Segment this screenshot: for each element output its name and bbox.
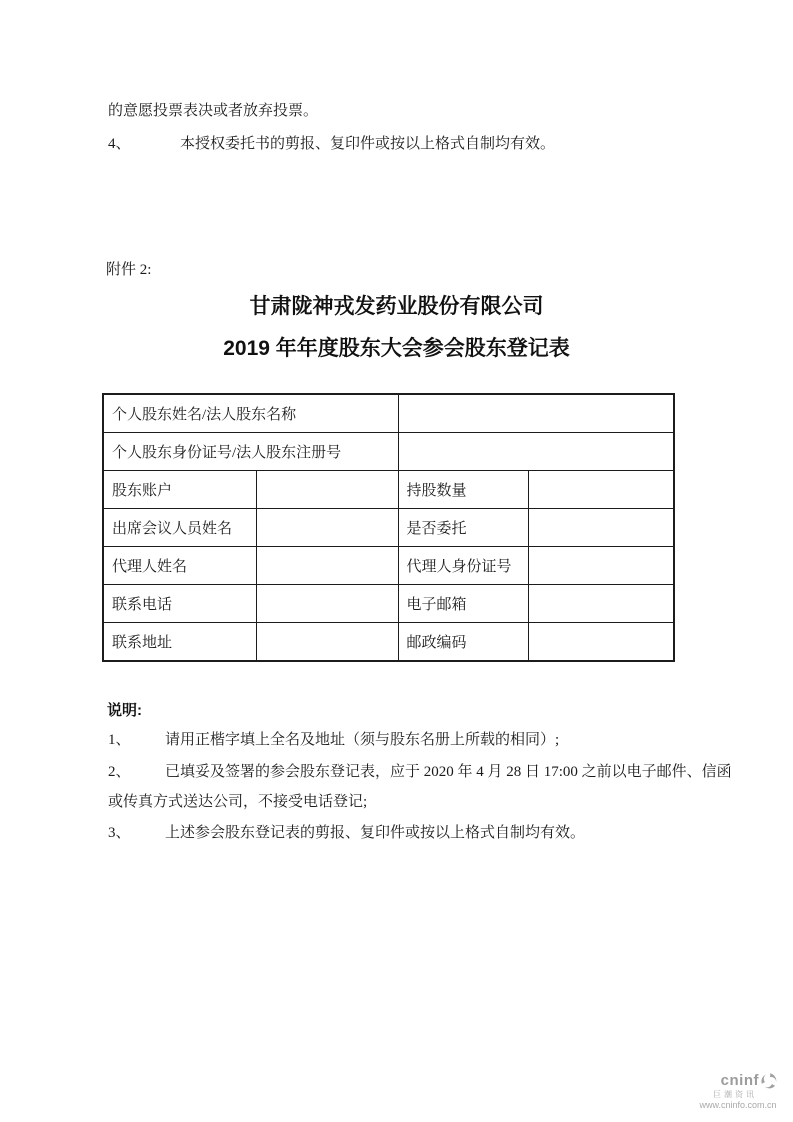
table-label-cell: 是否委托 (398, 509, 528, 547)
table-row (103, 585, 674, 623)
note-text: 请用正楷字填上全名及地址（须与股东名册上所载的相同）; (165, 732, 560, 748)
table-row (103, 623, 674, 662)
preamble-text: 的意愿投票表决或者放弃投票。 (108, 103, 319, 119)
cninfo-brand-cn: 巨潮资讯 (713, 1090, 757, 1099)
table-label-cell: 代理人姓名 (103, 547, 256, 585)
company-title: 甘肃陇神戎发药业股份有限公司 (249, 295, 544, 318)
table-label-cell: 出席会议人员姓名 (103, 509, 256, 547)
preamble-text: 本授权委托书的剪报、复印件或按以上格式自制均有效。 (180, 136, 556, 152)
form-title: 2019 年年度股东大会参会股东登记表 (223, 337, 570, 360)
table-input-cell (528, 471, 674, 509)
table-label-cell: 联系地址 (103, 623, 256, 662)
preamble-line (108, 135, 555, 154)
table-row (103, 394, 674, 433)
table-input-cell (256, 585, 398, 623)
note-line (108, 793, 367, 812)
note-text: 上述参会股东登记表的剪报、复印件或按以上格式自制均有效。 (165, 825, 586, 841)
table-input-cell (528, 509, 674, 547)
table-label-cell: 联系电话 (103, 585, 256, 623)
note-line (108, 824, 585, 843)
table-input-cell (528, 623, 674, 662)
table-input-cell (256, 623, 398, 662)
table-input-cell (398, 394, 674, 433)
note-line (108, 763, 732, 782)
list-number: 3、 (108, 825, 131, 841)
list-number: 1、 (108, 732, 131, 748)
table-input-cell (398, 433, 674, 471)
cninfo-logo (696, 1072, 780, 1111)
table-input-cell (256, 471, 398, 509)
table-label-cell: 个人股东姓名/法人股东名称 (103, 394, 398, 433)
cninfo-swirl-icon (760, 1072, 778, 1090)
notes-heading: 说明: (107, 702, 142, 719)
list-number: 4、 (108, 136, 131, 152)
attachment-label: 附件 2: (106, 262, 152, 278)
note-line (108, 731, 559, 750)
table-label-cell: 邮政编码 (398, 623, 528, 662)
table-input-cell (528, 547, 674, 585)
table-input-cell (256, 509, 398, 547)
table-label-cell: 电子邮箱 (398, 585, 528, 623)
table-input-cell (256, 547, 398, 585)
note-text: 或传真方式送达公司，不接受电话登记; (108, 794, 368, 810)
table-label-cell: 代理人身份证号 (398, 547, 528, 585)
registration-table (102, 393, 675, 662)
table-row (103, 509, 674, 547)
table-row (103, 547, 674, 585)
table-label-cell: 持股数量 (398, 471, 528, 509)
note-text: 已填妥及签署的参会股东登记表，应于 2020 年 4 月 28 日 17:00 之前以电子邮件、信函 (165, 764, 732, 780)
cninfo-url: www.cninfo.com.cn (699, 1099, 777, 1110)
table-label-cell: 股东账户 (103, 471, 256, 509)
preamble-line (108, 102, 318, 121)
table-row (103, 471, 674, 509)
table-label-cell: 个人股东身份证号/法人股东注册号 (103, 433, 398, 471)
table-row (103, 433, 674, 471)
list-number: 2、 (108, 764, 131, 780)
table-input-cell (528, 585, 674, 623)
cninfo-brand-row (696, 1072, 780, 1090)
cninfo-brand: cninf (720, 1071, 759, 1089)
